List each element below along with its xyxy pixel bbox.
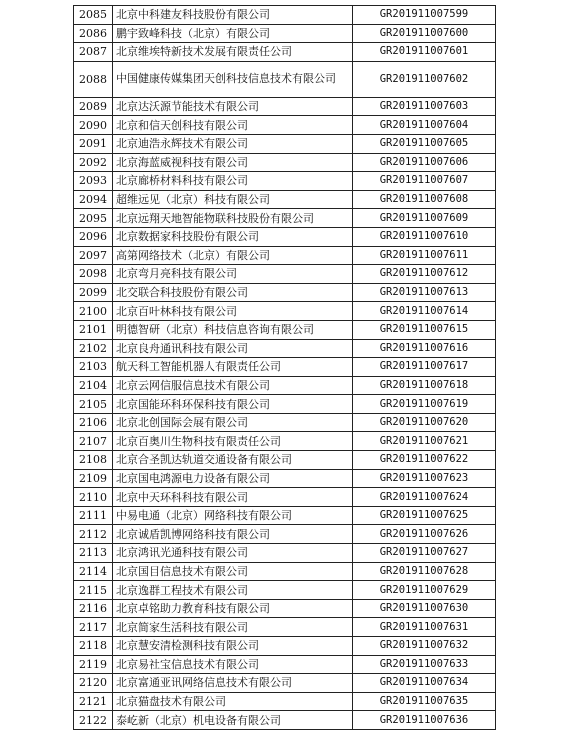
table-row [74, 711, 496, 730]
row-number: 2090 [74, 116, 113, 135]
table-row [74, 674, 496, 693]
certificate-number: GR201911007603 [353, 97, 496, 116]
table-row [74, 116, 496, 135]
table-row [74, 395, 496, 414]
company-name: 北京百叶林科技有限公司 [113, 302, 353, 321]
row-number: 2097 [74, 246, 113, 265]
certificate-number: GR201911007604 [353, 116, 496, 135]
table-row [74, 6, 496, 25]
table-row [74, 488, 496, 507]
certificate-number: GR201911007623 [353, 469, 496, 488]
certificate-number: GR201911007633 [353, 655, 496, 674]
table-row [74, 599, 496, 618]
row-number: 2091 [74, 134, 113, 153]
company-name: 明德智研（北京）科技信息咨询有限公司 [113, 320, 353, 339]
table-row [74, 320, 496, 339]
table-row [74, 24, 496, 43]
row-number: 2107 [74, 432, 113, 451]
certificate-number: GR201911007616 [353, 339, 496, 358]
row-number: 2096 [74, 227, 113, 246]
row-number: 2112 [74, 525, 113, 544]
table-row [74, 302, 496, 321]
table-row [74, 413, 496, 432]
row-number: 2103 [74, 358, 113, 377]
table-row [74, 61, 496, 97]
table-row [74, 692, 496, 711]
row-number: 2120 [74, 674, 113, 693]
row-number: 2086 [74, 24, 113, 43]
table-row [74, 97, 496, 116]
row-number: 2106 [74, 413, 113, 432]
table-row [74, 227, 496, 246]
row-number: 2114 [74, 562, 113, 581]
certificate-number: GR201911007636 [353, 711, 496, 730]
certificate-number: GR201911007624 [353, 488, 496, 507]
table-row [74, 637, 496, 656]
row-number: 2085 [74, 6, 113, 25]
company-name: 中易电通（北京）网络科技有限公司 [113, 506, 353, 525]
row-number: 2087 [74, 43, 113, 62]
certificate-number: GR201911007626 [353, 525, 496, 544]
row-number: 2113 [74, 544, 113, 563]
company-name: 北京鸿讯光通科技有限公司 [113, 544, 353, 563]
company-name: 北京易社宝信息技术有限公司 [113, 655, 353, 674]
certificate-number: GR201911007607 [353, 172, 496, 191]
table-row [74, 544, 496, 563]
certificate-number: GR201911007622 [353, 451, 496, 470]
company-name: 北京富通亚讯网络信息技术有限公司 [113, 674, 353, 693]
certificate-number: GR201911007613 [353, 283, 496, 302]
company-name: 北京远翔天地智能物联科技股份有限公司 [113, 209, 353, 228]
company-name: 北京卓铭助力教育科技有限公司 [113, 599, 353, 618]
table-row [74, 358, 496, 377]
table-row [74, 562, 496, 581]
certificate-number: GR201911007621 [353, 432, 496, 451]
row-number: 2121 [74, 692, 113, 711]
table-row [74, 209, 496, 228]
company-name: 中国健康传媒集团天创科技信息技术有限公司 [113, 61, 353, 97]
row-number: 2093 [74, 172, 113, 191]
table-row [74, 469, 496, 488]
company-name: 北京弯月亮科技有限公司 [113, 265, 353, 284]
row-number: 2109 [74, 469, 113, 488]
table-row [74, 246, 496, 265]
company-name: 北京达沃源节能技术有限公司 [113, 97, 353, 116]
company-name: 北京维埃特新技术发展有限责任公司 [113, 43, 353, 62]
certificate-number: GR201911007614 [353, 302, 496, 321]
company-name: 北京海蓝威视科技有限公司 [113, 153, 353, 172]
row-number: 2092 [74, 153, 113, 172]
certificate-number: GR201911007609 [353, 209, 496, 228]
row-number: 2110 [74, 488, 113, 507]
certificate-number: GR201911007600 [353, 24, 496, 43]
certificate-number: GR201911007601 [353, 43, 496, 62]
certificate-number: GR201911007610 [353, 227, 496, 246]
certificate-number: GR201911007611 [353, 246, 496, 265]
certificate-number: GR201911007599 [353, 6, 496, 25]
table-row [74, 451, 496, 470]
company-name: 北京数据家科技股份有限公司 [113, 227, 353, 246]
table-row [74, 339, 496, 358]
company-name: 北京国能环科环保科技有限公司 [113, 395, 353, 414]
certificate-number: GR201911007605 [353, 134, 496, 153]
row-number: 2094 [74, 190, 113, 209]
table-row [74, 655, 496, 674]
company-name: 北京国电鸿源电力设备有限公司 [113, 469, 353, 488]
company-name: 北京诚盾凯博网络科技有限公司 [113, 525, 353, 544]
company-name: 北京合圣凯达轨道交通设备有限公司 [113, 451, 353, 470]
row-number: 2115 [74, 581, 113, 600]
table-row [74, 134, 496, 153]
table-row [74, 172, 496, 191]
company-name: 高第网络技术（北京）有限公司 [113, 246, 353, 265]
row-number: 2116 [74, 599, 113, 618]
table-row [74, 581, 496, 600]
row-number: 2118 [74, 637, 113, 656]
company-name: 泰屹新（北京）机电设备有限公司 [113, 711, 353, 730]
certificate-number: GR201911007608 [353, 190, 496, 209]
certificate-number: GR201911007628 [353, 562, 496, 581]
company-table [73, 5, 496, 730]
table-row [74, 43, 496, 62]
row-number: 2102 [74, 339, 113, 358]
row-number: 2122 [74, 711, 113, 730]
certificate-number: GR201911007612 [353, 265, 496, 284]
certificate-number: GR201911007625 [353, 506, 496, 525]
company-name: 航天科工智能机器人有限责任公司 [113, 358, 353, 377]
certificate-number: GR201911007630 [353, 599, 496, 618]
table-row [74, 432, 496, 451]
certificate-number: GR201911007627 [353, 544, 496, 563]
company-name: 北京百奥川生物科技有限责任公司 [113, 432, 353, 451]
row-number: 2098 [74, 265, 113, 284]
row-number: 2119 [74, 655, 113, 674]
row-number: 2100 [74, 302, 113, 321]
company-name: 北京慧安清检测科技有限公司 [113, 637, 353, 656]
company-name: 超维远见（北京）科技有限公司 [113, 190, 353, 209]
certificate-number: GR201911007606 [353, 153, 496, 172]
certificate-number: GR201911007634 [353, 674, 496, 693]
certificate-number: GR201911007619 [353, 395, 496, 414]
company-name: 北京简家生活科技有限公司 [113, 618, 353, 637]
company-name: 北京北创国际会展有限公司 [113, 413, 353, 432]
company-list-sheet [73, 5, 496, 730]
row-number: 2105 [74, 395, 113, 414]
row-number: 2088 [74, 61, 113, 97]
row-number: 2095 [74, 209, 113, 228]
certificate-number: GR201911007620 [353, 413, 496, 432]
company-name: 北京中科建友科技股份有限公司 [113, 6, 353, 25]
certificate-number: GR201911007617 [353, 358, 496, 377]
row-number: 2104 [74, 376, 113, 395]
table-row [74, 525, 496, 544]
row-number: 2117 [74, 618, 113, 637]
certificate-number: GR201911007615 [353, 320, 496, 339]
company-name: 北京中天环科科技有限公司 [113, 488, 353, 507]
row-number: 2089 [74, 97, 113, 116]
table-row [74, 283, 496, 302]
row-number: 2099 [74, 283, 113, 302]
company-name: 北京猫盘技术有限公司 [113, 692, 353, 711]
company-name: 鹏宇致峰科技（北京）有限公司 [113, 24, 353, 43]
company-name: 北京逸群工程技术有限公司 [113, 581, 353, 600]
row-number: 2111 [74, 506, 113, 525]
company-name: 北交联合科技股份有限公司 [113, 283, 353, 302]
certificate-number: GR201911007629 [353, 581, 496, 600]
table-row [74, 506, 496, 525]
table-row [74, 265, 496, 284]
certificate-number: GR201911007602 [353, 61, 496, 97]
table-row [74, 153, 496, 172]
row-number: 2101 [74, 320, 113, 339]
table-row [74, 618, 496, 637]
company-name: 北京云网信服信息技术有限公司 [113, 376, 353, 395]
company-name: 北京廊桥材料科技有限公司 [113, 172, 353, 191]
row-number: 2108 [74, 451, 113, 470]
table-row [74, 190, 496, 209]
certificate-number: GR201911007631 [353, 618, 496, 637]
certificate-number: GR201911007618 [353, 376, 496, 395]
table-body [74, 6, 496, 730]
company-name: 北京和信天创科技有限公司 [113, 116, 353, 135]
company-name: 北京迪浩永辉技术有限公司 [113, 134, 353, 153]
company-name: 北京良舟通讯科技有限公司 [113, 339, 353, 358]
certificate-number: GR201911007632 [353, 637, 496, 656]
certificate-number: GR201911007635 [353, 692, 496, 711]
table-row [74, 376, 496, 395]
company-name: 北京国目信息技术有限公司 [113, 562, 353, 581]
